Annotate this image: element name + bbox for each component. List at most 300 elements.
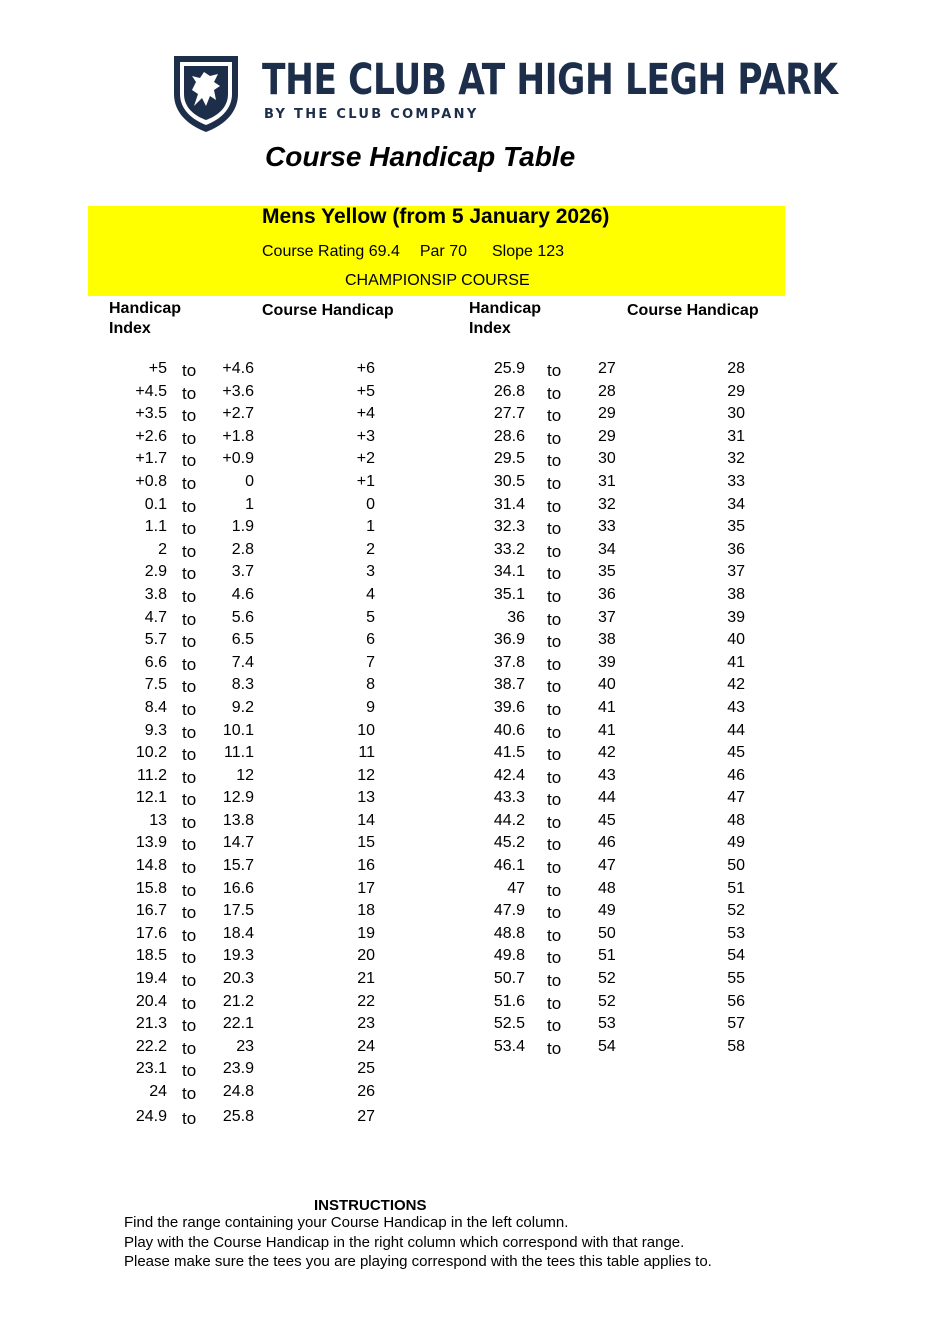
course-handicap-value: +1	[356, 472, 375, 490]
handicap-index-to: 50	[598, 924, 616, 942]
table-row	[460, 654, 760, 677]
table-row	[100, 993, 400, 1016]
table-row	[100, 631, 400, 654]
handicap-index-from: 34.1	[493, 563, 525, 581]
handicap-index-from: 16.7	[135, 902, 167, 920]
handicap-index-from: 21.3	[135, 1015, 167, 1033]
handicap-index-to: 34	[598, 540, 616, 558]
course-handicap-value: 7	[366, 653, 375, 671]
range-separator: to	[182, 473, 197, 493]
course-handicap-value: 51	[727, 879, 745, 897]
course-handicap-value: 55	[727, 970, 745, 988]
course-handicap-value: 43	[727, 698, 745, 716]
range-separator: to	[547, 745, 562, 765]
course-handicap-value: 29	[727, 382, 745, 400]
range-separator: to	[547, 361, 562, 380]
handicap-index-to: +2.7	[222, 405, 254, 423]
handicap-index-from: 7.5	[144, 676, 167, 694]
handicap-index-to: 51	[598, 947, 616, 965]
handicap-index-to: 5.6	[231, 608, 254, 626]
range-separator: to	[547, 383, 562, 403]
course-handicap-value: 36	[727, 540, 745, 558]
handicap-index-from: 47.9	[493, 902, 525, 920]
table-row	[100, 812, 400, 835]
handicap-index-from: +3.5	[135, 405, 167, 423]
table-row	[460, 518, 760, 541]
handicap-index-from: +5	[148, 360, 167, 377]
table-row	[460, 586, 760, 609]
range-separator: to	[547, 473, 562, 493]
course-handicap-value: 46	[727, 766, 745, 784]
handicap-index-to: +0.9	[222, 450, 254, 468]
course-handicap-value: +5	[356, 382, 375, 400]
range-separator: to	[547, 677, 562, 697]
course-handicap-value: 37	[727, 563, 745, 581]
handicap-index-to: 31	[598, 472, 616, 490]
table-row	[460, 722, 760, 745]
table-row	[460, 405, 760, 428]
handicap-index-to: 23.9	[222, 1060, 254, 1078]
course-handicap-value: 58	[727, 1037, 745, 1055]
table-row	[460, 428, 760, 451]
handicap-index-from: 17.6	[135, 924, 167, 942]
course-handicap-value: 16	[357, 857, 375, 875]
handicap-index-to: 23	[236, 1037, 254, 1055]
range-separator: to	[182, 812, 197, 832]
handicap-index-to: 39	[598, 653, 616, 671]
handicap-index-from: 40.6	[493, 721, 525, 739]
handicap-index-from: 38.7	[493, 676, 525, 694]
course-handicap-value: 32	[727, 450, 745, 468]
range-separator: to	[547, 903, 562, 923]
handicap-index-to: 27	[598, 360, 616, 377]
range-separator: to	[547, 880, 562, 900]
table-row	[100, 699, 400, 722]
table-row	[100, 857, 400, 880]
course-handicap-value: 26	[357, 1083, 375, 1100]
course-handicap-value: 20	[357, 947, 375, 965]
handicap-index-to: 7.4	[231, 653, 254, 671]
handicap-index-from: 42.4	[493, 766, 525, 784]
course-handicap-value: 48	[727, 811, 745, 829]
range-separator: to	[182, 699, 197, 719]
course-handicap-value: 52	[727, 902, 745, 920]
range-separator: to	[182, 745, 197, 765]
table-row	[100, 744, 400, 767]
handicap-index-to: 15.7	[222, 857, 254, 875]
course-handicap-value: 45	[727, 744, 745, 762]
handicap-index-from: 15.8	[135, 879, 167, 897]
range-separator: to	[547, 993, 562, 1013]
club-name: THE CLUB AT HIGH LEGH PARK	[262, 55, 838, 105]
course-handicap-value: 5	[366, 608, 375, 626]
table-row	[460, 970, 760, 993]
instruction-line: Please make sure the tees you are playing correspond with the tees this table applies to.	[124, 1253, 712, 1270]
handicap-index-to: 24.8	[222, 1083, 254, 1100]
course-handicap-value: 57	[727, 1015, 745, 1033]
range-separator: to	[182, 383, 197, 403]
range-separator: to	[182, 1016, 197, 1036]
handicap-index-to: 6.5	[231, 631, 254, 649]
handicap-index-from: 30.5	[493, 472, 525, 490]
right-table-column	[460, 360, 760, 1060]
range-separator: to	[547, 722, 562, 742]
course-handicap-value: 12	[357, 766, 375, 784]
course-handicap-value: 49	[727, 834, 745, 852]
course-handicap-value: 24	[357, 1037, 375, 1055]
table-row	[100, 541, 400, 564]
range-separator: to	[182, 903, 197, 923]
handicap-index-to: 22.1	[222, 1015, 254, 1033]
range-separator: to	[547, 812, 562, 832]
handicap-index-from: 31.4	[493, 495, 525, 513]
handicap-index-from: 14.8	[135, 857, 167, 875]
table-row	[100, 925, 400, 948]
course-handicap-value: 4	[366, 585, 375, 603]
table-row	[460, 812, 760, 835]
range-separator: to	[547, 586, 562, 606]
range-separator: to	[182, 790, 197, 810]
handicap-index-to: 53	[598, 1015, 616, 1033]
range-separator: to	[182, 541, 197, 561]
course-handicap-value: 22	[357, 992, 375, 1010]
handicap-index-from: 11.2	[137, 766, 167, 784]
handicap-index-to: 33	[598, 518, 616, 536]
course-handicap-value: +2	[356, 450, 375, 468]
table-row	[100, 722, 400, 745]
handicap-index-from: 8.4	[144, 698, 167, 716]
table-row	[100, 609, 400, 632]
course-handicap-value: 25	[357, 1060, 375, 1078]
table-row	[460, 496, 760, 519]
range-separator: to	[547, 406, 562, 426]
course-handicap-value: 47	[727, 789, 745, 807]
table-row	[100, 767, 400, 790]
range-separator: to	[547, 564, 562, 584]
handicap-index-to: 32	[598, 495, 616, 513]
course-handicap-value: 27	[357, 1107, 375, 1125]
range-separator: to	[182, 586, 197, 606]
lion-shield-icon	[168, 50, 244, 134]
instruction-line: Play with the Course Handicap in the right column which correspond with that range.	[124, 1234, 685, 1251]
range-separator: to	[182, 632, 197, 652]
table-row	[100, 654, 400, 677]
course-stats	[262, 243, 564, 261]
table-row	[100, 902, 400, 925]
handicap-index-to: 1	[245, 495, 254, 513]
range-separator: to	[182, 948, 197, 968]
course-rating: Course Rating 69.4	[262, 243, 400, 260]
table-row	[100, 563, 400, 586]
handicap-index-from: 20.4	[135, 992, 167, 1010]
course-handicap-value: 30	[727, 405, 745, 423]
handicap-index-to: 10.1	[222, 721, 254, 739]
handicap-index-from: 53.4	[493, 1037, 525, 1055]
range-separator: to	[182, 971, 197, 991]
range-separator: to	[182, 1108, 197, 1128]
table-row	[460, 631, 760, 654]
course-handicap-value: 53	[727, 924, 745, 942]
handicap-index-from: 13.9	[135, 834, 167, 852]
course-handicap-value: 38	[727, 585, 745, 603]
table-row	[460, 993, 760, 1016]
course-handicap-value: 3	[366, 563, 375, 581]
table-row	[460, 699, 760, 722]
course-handicap-value: 6	[366, 631, 375, 649]
range-separator: to	[547, 835, 562, 855]
handicap-index-to: 0	[245, 472, 254, 490]
course-handicap-value: 23	[357, 1015, 375, 1033]
handicap-index-to: 2.8	[231, 540, 254, 558]
table-row	[100, 405, 400, 428]
instruction-line: Find the range containing your Course Handicap in the left column.	[124, 1214, 569, 1231]
handicap-index-to: 41	[598, 721, 616, 739]
handicap-index-from: +1.7	[135, 450, 167, 468]
handicap-index-to: 42	[598, 744, 616, 762]
handicap-index-from: 27.7	[493, 405, 525, 423]
range-separator: to	[182, 564, 197, 584]
course-handicap-value: 28	[727, 360, 745, 377]
handicap-index-to: 37	[598, 608, 616, 626]
handicap-index-to: 12	[236, 766, 254, 784]
handicap-index-from: 36.9	[493, 631, 525, 649]
table-row	[100, 880, 400, 903]
course-handicap-value: 10	[357, 721, 375, 739]
range-separator: to	[182, 361, 197, 380]
table-row	[460, 676, 760, 699]
table-row	[100, 789, 400, 812]
course-handicap-value: 42	[727, 676, 745, 694]
handicap-index-from: 43.3	[493, 789, 525, 807]
handicap-index-to: 25.8	[222, 1107, 254, 1125]
range-separator: to	[547, 858, 562, 878]
table-row	[460, 880, 760, 903]
range-separator: to	[182, 1038, 197, 1058]
table-row	[460, 1015, 760, 1038]
tee-title: Mens Yellow (from 5 January 2026)	[262, 205, 610, 228]
handicap-index-to: 38	[598, 631, 616, 649]
handicap-index-from: 28.6	[493, 427, 525, 445]
table-row	[460, 450, 760, 473]
range-separator: to	[547, 767, 562, 787]
range-separator: to	[547, 428, 562, 448]
handicap-index-from: 45.2	[493, 834, 525, 852]
handicap-index-from: 41.5	[493, 744, 525, 762]
handicap-index-from: 32.3	[493, 518, 525, 536]
course-handicap-value: +4	[356, 405, 375, 423]
handicap-index-from: 24.9	[135, 1107, 167, 1125]
range-separator: to	[182, 654, 197, 674]
handicap-index-from: 5.7	[144, 631, 167, 649]
table-row	[100, 1015, 400, 1038]
header-handicap-index-right: Handicap Index	[469, 300, 542, 337]
header-course-handicap-right: Course Handicap	[627, 302, 759, 319]
handicap-index-from: 18.5	[135, 947, 167, 965]
course-handicap-value: 35	[727, 518, 745, 536]
table-row	[460, 1038, 760, 1061]
handicap-index-to: 54	[598, 1037, 616, 1055]
range-separator: to	[182, 925, 197, 945]
handicap-index-from: 2.9	[144, 563, 167, 581]
handicap-index-from: 47	[507, 879, 525, 897]
course-handicap-value: 8	[366, 676, 375, 694]
range-separator: to	[547, 1016, 562, 1036]
table-row	[100, 383, 400, 406]
range-separator: to	[182, 767, 197, 787]
handicap-index-to: 12.9	[222, 789, 254, 807]
handicap-index-from: 10.2	[135, 744, 167, 762]
handicap-index-from: 13	[149, 811, 167, 829]
table-row	[100, 518, 400, 541]
handicap-index-to: 45	[598, 811, 616, 829]
handicap-index-to: 47	[598, 857, 616, 875]
table-row	[100, 970, 400, 993]
handicap-index-to: 14.7	[222, 834, 254, 852]
club-subtitle: BY THE CLUB COMPANY	[264, 107, 479, 122]
handicap-index-from: +4.5	[135, 382, 167, 400]
handicap-index-to: 4.6	[231, 585, 254, 603]
handicap-index-to: 1.9	[231, 518, 254, 536]
range-separator: to	[182, 406, 197, 426]
course-handicap-value: 54	[727, 947, 745, 965]
handicap-index-to: 43	[598, 766, 616, 784]
table-row	[100, 834, 400, 857]
handicap-index-from: +2.6	[135, 427, 167, 445]
table-row	[100, 1060, 400, 1083]
table-row	[460, 834, 760, 857]
table-row	[100, 1038, 400, 1061]
table-row	[100, 473, 400, 496]
handicap-index-from: 24	[149, 1083, 167, 1100]
handicap-index-to: 40	[598, 676, 616, 694]
course-handicap-value: 9	[366, 698, 375, 716]
handicap-index-to: 29	[598, 405, 616, 423]
handicap-index-to: 11.1	[224, 744, 254, 762]
range-separator: to	[547, 925, 562, 945]
handicap-index-to: 35	[598, 563, 616, 581]
course-name: CHAMPIONSIP COURSE	[345, 272, 530, 289]
slope: Slope 123	[492, 243, 565, 260]
table-row	[100, 1083, 400, 1106]
course-handicap-value: 1	[366, 518, 375, 536]
handicap-index-from: 29.5	[493, 450, 525, 468]
course-handicap-value: +6	[356, 360, 375, 377]
range-separator: to	[547, 519, 562, 539]
handicap-index-from: 51.6	[493, 992, 525, 1010]
table-row	[100, 1108, 400, 1131]
handicap-index-from: +0.8	[135, 472, 167, 490]
left-table-column	[100, 360, 400, 1130]
course-handicap-value: 18	[357, 902, 375, 920]
handicap-index-from: 50.7	[493, 970, 525, 988]
handicap-index-from: 1.1	[144, 518, 167, 536]
table-row	[460, 947, 760, 970]
range-separator: to	[182, 880, 197, 900]
handicap-index-to: 19.3	[222, 947, 254, 965]
handicap-index-from: 33.2	[493, 540, 525, 558]
handicap-index-to: 41	[598, 698, 616, 716]
course-handicap-value: 34	[727, 495, 745, 513]
course-handicap-value: +3	[356, 427, 375, 445]
table-row	[460, 744, 760, 767]
course-handicap-value: 41	[727, 653, 745, 671]
table-row	[460, 541, 760, 564]
course-handicap-value: 39	[727, 608, 745, 626]
handicap-index-from: 3.8	[144, 585, 167, 603]
handicap-index-from: 12.1	[135, 789, 167, 807]
handicap-index-to: 20.3	[222, 970, 254, 988]
table-row	[460, 767, 760, 790]
table-row	[100, 947, 400, 970]
course-handicap-value: 0	[366, 495, 375, 513]
range-separator: to	[182, 858, 197, 878]
table-row	[460, 857, 760, 880]
handicap-index-from: 37.8	[493, 653, 525, 671]
handicap-index-to: +3.6	[222, 382, 254, 400]
range-separator: to	[182, 609, 197, 629]
range-separator: to	[547, 609, 562, 629]
table-row	[460, 609, 760, 632]
range-separator: to	[547, 451, 562, 471]
handicap-index-to: 18.4	[222, 924, 254, 942]
handicap-index-to: 17.5	[222, 902, 254, 920]
handicap-index-to: +4.6	[222, 360, 254, 377]
course-handicap-value: 2	[366, 540, 375, 558]
handicap-index-to: 3.7	[231, 563, 254, 581]
table-row	[460, 383, 760, 406]
course-handicap-value: 17	[357, 879, 375, 897]
handicap-index-from: 6.6	[144, 653, 167, 671]
handicap-index-to: +1.8	[222, 427, 254, 445]
handicap-index-from: 35.1	[493, 585, 525, 603]
range-separator: to	[547, 790, 562, 810]
table-row	[460, 473, 760, 496]
range-separator: to	[547, 496, 562, 516]
table-row	[100, 360, 400, 383]
course-handicap-value: 33	[727, 472, 745, 490]
handicap-index-from: 52.5	[493, 1015, 525, 1033]
range-separator: to	[547, 632, 562, 652]
instructions-title: INSTRUCTIONS	[314, 1197, 427, 1214]
range-separator: to	[547, 1038, 562, 1058]
range-separator: to	[182, 835, 197, 855]
range-separator: to	[182, 677, 197, 697]
handicap-index-from: 19.4	[135, 970, 167, 988]
course-handicap-value: 13	[357, 789, 375, 807]
table-row	[460, 902, 760, 925]
header-handicap-index-left: Handicap Index	[109, 300, 182, 337]
handicap-index-from: 39.6	[493, 698, 525, 716]
handicap-index-from: 26.8	[493, 382, 525, 400]
handicap-index-from: 48.8	[493, 924, 525, 942]
range-separator: to	[182, 428, 197, 448]
handicap-index-from: 44.2	[493, 811, 525, 829]
handicap-index-to: 13.8	[222, 811, 254, 829]
handicap-index-from: 36	[507, 608, 525, 626]
handicap-index-to: 21.2	[222, 992, 254, 1010]
range-separator: to	[182, 496, 197, 516]
course-handicap-value: 56	[727, 992, 745, 1010]
course-handicap-value: 21	[357, 970, 375, 988]
handicap-index-to: 8.3	[231, 676, 254, 694]
table-row	[460, 563, 760, 586]
range-separator: to	[182, 1061, 197, 1081]
course-handicap-value: 14	[357, 811, 375, 829]
par: Par 70	[419, 243, 467, 260]
handicap-index-to: 36	[598, 585, 616, 603]
page-title: Course Handicap Table	[265, 141, 576, 172]
header-course-handicap-left: Course Handicap	[262, 302, 394, 319]
